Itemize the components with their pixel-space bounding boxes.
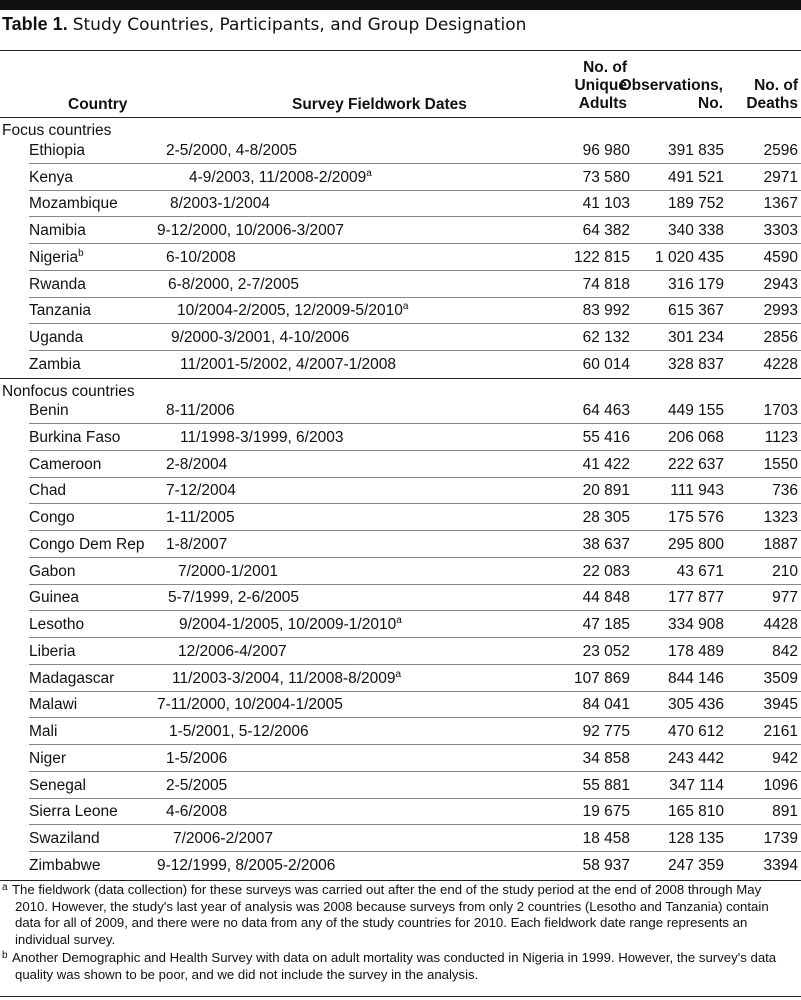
country-cell	[29, 169, 73, 187]
country-cell	[29, 222, 86, 240]
fieldwork-dates: 2-5/2005	[166, 776, 228, 794]
group-divider-rule	[0, 378, 801, 379]
table-row	[0, 826, 801, 852]
table-row	[0, 559, 801, 585]
unique-adults-cell: 122 815	[573, 248, 630, 266]
deaths-cell: 3394	[763, 856, 798, 874]
fieldwork-dates-cell	[170, 195, 270, 213]
fieldwork-dates-cell	[166, 249, 236, 267]
table-row	[0, 218, 801, 244]
footnote-b-text: Another Demographic and Health Survey with data on adult mortality was conducted in Nigeria in 1999. However, the survey's data quality was shown to be poor, and we did not include the survey in the analysis.	[12, 950, 777, 982]
fieldwork-dates-cell	[168, 589, 299, 607]
country-name: Burkina Faso	[29, 428, 121, 446]
table-row	[0, 719, 801, 745]
table-row	[0, 398, 801, 424]
group-label-focus: Focus countries	[2, 122, 112, 139]
footnote-a	[2, 882, 797, 948]
fieldwork-dates-cell	[168, 276, 299, 294]
fieldwork-dates: 4-9/2003, 11/2008-2/2009	[189, 168, 367, 186]
group-label-nonfocus: Nonfocus countries	[2, 383, 135, 400]
country-name: Senegal	[29, 776, 86, 794]
country-name: Ethiopia	[29, 142, 86, 159]
header-obs-line2: No.	[698, 95, 723, 112]
unique-adults-cell: 18 458	[582, 830, 630, 847]
unique-adults-cell: 55 416	[582, 428, 630, 446]
country-cell	[29, 616, 84, 634]
unique-adults-cell: 58 937	[582, 856, 630, 874]
fieldwork-dates-cell	[166, 777, 227, 795]
country-name: Malawi	[29, 696, 78, 714]
table-row	[0, 666, 801, 692]
table-row	[0, 165, 801, 191]
observations-cell: 334 908	[667, 616, 724, 633]
unique-adults-cell: 62 132	[582, 328, 630, 346]
table-row	[0, 799, 801, 825]
country-name: Congo	[29, 509, 75, 526]
deaths-cell: 2596	[763, 142, 798, 159]
fieldwork-dates: 4-6/2008	[166, 803, 228, 821]
fieldwork-dates-cell	[180, 429, 343, 447]
fieldwork-dates: 5-7/1999, 2-6/2005	[168, 589, 299, 607]
country-cell	[29, 482, 66, 500]
country-name: Gabon	[29, 562, 76, 580]
header-top-rule	[0, 50, 801, 51]
page-bottom-rule	[0, 996, 801, 997]
fieldwork-dates-cell	[166, 456, 227, 474]
table-row	[0, 639, 801, 665]
header-adults-line2: Unique	[574, 77, 627, 94]
deaths-cell: 2993	[763, 302, 798, 320]
fieldwork-dates: 6-10/2008	[166, 248, 236, 266]
unique-adults-cell: 74 818	[582, 275, 630, 293]
header-observations	[603, 77, 723, 113]
unique-adults-cell: 55 881	[582, 776, 630, 794]
observations-cell: 301 234	[667, 328, 724, 346]
fieldwork-dates-cell	[166, 750, 227, 768]
deaths-cell: 736	[772, 482, 798, 500]
observations-cell: 128 135	[667, 830, 724, 847]
observations-cell: 305 436	[667, 696, 724, 714]
unique-adults-cell: 23 052	[582, 642, 630, 660]
header-adults-line1: No. of	[583, 59, 627, 76]
country-cell	[29, 670, 114, 688]
country-name: Lesotho	[29, 616, 85, 633]
unique-adults-cell: 44 848	[582, 589, 630, 607]
fieldwork-dates: 10/2004-2/2005, 12/2009-5/2010	[177, 302, 403, 320]
table-row	[0, 746, 801, 772]
footnote-a-mark: a	[2, 882, 8, 893]
observations-cell: 222 637	[667, 455, 724, 473]
observations-cell: 165 810	[667, 803, 724, 821]
observations-cell: 243 442	[667, 749, 724, 767]
unique-adults-cell: 41 103	[582, 195, 630, 213]
table-row	[0, 612, 801, 638]
dates-footnote-mark: a	[366, 167, 372, 179]
deaths-cell: 2943	[763, 275, 798, 293]
country-cell	[29, 723, 57, 741]
country-cell	[29, 803, 118, 821]
fieldwork-dates-cell	[166, 509, 235, 527]
fieldwork-dates-cell	[171, 329, 349, 347]
fieldwork-dates: 1-5/2001, 5-12/2006	[169, 723, 309, 740]
fieldwork-dates-cell	[166, 402, 235, 420]
fieldwork-dates: 1-5/2006	[166, 749, 228, 767]
country-name: Mali	[29, 723, 58, 740]
deaths-cell: 3509	[763, 669, 798, 687]
header-deaths	[718, 77, 798, 113]
fieldwork-dates: 7-12/2004	[166, 482, 236, 500]
fieldwork-dates-cell	[157, 696, 343, 714]
header-bottom-rule	[0, 117, 801, 118]
footnote-b-mark: b	[2, 950, 8, 961]
country-cell	[29, 429, 120, 447]
deaths-cell: 977	[772, 589, 798, 607]
unique-adults-cell: 107 869	[573, 669, 630, 687]
unique-adults-cell: 47 185	[582, 616, 630, 633]
country-name: Zimbabwe	[29, 856, 101, 874]
country-name: Chad	[29, 482, 67, 500]
country-cell	[29, 329, 83, 347]
deaths-cell: 210	[772, 562, 798, 580]
observations-cell: 340 338	[667, 222, 724, 240]
deaths-cell: 4590	[763, 248, 798, 266]
deaths-cell: 942	[772, 749, 798, 767]
observations-cell: 43 671	[676, 562, 724, 580]
deaths-cell: 1887	[763, 535, 798, 553]
footnote-a-text: The fieldwork (data collection) for these surveys was carried out after the end of the study period at the end of 2008 through May 2010. However, the study's last year of analysis was 2008 because surveys from only 2 countries (Lesotho and Tanzania) contain data for all of 2009, and there were no data from any of the study countries for 2010. Each fieldwork date range represents an individual survey.	[12, 882, 769, 947]
table-row	[0, 325, 801, 351]
fieldwork-dates-cell	[178, 643, 287, 661]
country-name: Swaziland	[29, 830, 100, 847]
fieldwork-dates-cell	[157, 857, 335, 875]
deaths-cell: 1367	[763, 195, 798, 213]
country-name: Benin	[29, 402, 69, 419]
top-rule	[0, 0, 801, 10]
observations-cell: 175 576	[667, 509, 724, 526]
observations-cell: 206 068	[667, 428, 724, 446]
unique-adults-cell: 83 992	[582, 302, 630, 320]
fieldwork-dates: 12/2006-4/2007	[178, 642, 287, 660]
dates-footnote-mark: a	[396, 614, 402, 626]
unique-adults-cell: 73 580	[582, 168, 630, 186]
fieldwork-dates: 11/1998-3/1999, 6/2003	[180, 428, 344, 446]
deaths-cell: 1739	[763, 830, 798, 847]
unique-adults-cell: 34 858	[582, 749, 630, 767]
unique-adults-cell: 19 675	[582, 803, 630, 821]
deaths-cell: 1123	[764, 428, 798, 446]
country-cell	[29, 509, 75, 527]
header-adults-line3: Adults	[578, 95, 627, 112]
table-row	[0, 853, 801, 879]
fieldwork-dates-cell	[169, 723, 309, 741]
country-name: Liberia	[29, 642, 76, 660]
unique-adults-cell: 28 305	[582, 509, 630, 526]
country-name: Rwanda	[29, 275, 86, 293]
fieldwork-dates-cell	[166, 803, 227, 821]
country-cell	[29, 830, 100, 848]
deaths-cell: 4428	[763, 616, 798, 633]
deaths-cell: 2971	[763, 168, 798, 186]
deaths-cell: 3945	[763, 696, 798, 714]
country-name: Madagascar	[29, 669, 115, 687]
observations-cell: 189 752	[667, 195, 724, 213]
observations-cell: 449 155	[667, 402, 724, 419]
country-cell	[29, 777, 86, 795]
observations-cell: 328 837	[667, 355, 724, 373]
observations-cell: 491 521	[667, 168, 724, 186]
fieldwork-dates: 9-12/2000, 10/2006-3/2007	[157, 222, 345, 240]
observations-cell: 295 800	[667, 535, 724, 553]
deaths-cell: 1550	[763, 455, 798, 473]
country-cell	[29, 589, 79, 607]
observations-cell: 470 612	[667, 723, 724, 740]
country-name: Guinea	[29, 589, 79, 607]
fieldwork-dates: 7/2006-2/2007	[173, 830, 273, 847]
fieldwork-dates: 9-12/1999, 8/2005-2/2006	[157, 856, 336, 874]
country-name: Tanzania	[29, 302, 92, 320]
country-name: Mozambique	[29, 195, 118, 213]
dates-footnote-mark: a	[395, 668, 402, 680]
fieldwork-dates: 2-8/2004	[166, 455, 228, 473]
fieldwork-dates: 7-11/2000, 10/2004-1/2005	[157, 696, 343, 714]
fieldwork-dates: 6-8/2000, 2-7/2005	[168, 275, 299, 293]
fieldwork-dates: 9/2004-1/2005, 10/2009-1/2010	[179, 616, 397, 633]
country-cell	[29, 750, 66, 768]
deaths-cell: 2161	[763, 723, 798, 740]
fieldwork-dates-cell	[166, 536, 227, 554]
header-deaths-line1: No. of	[754, 77, 798, 94]
observations-cell: 178 489	[667, 642, 724, 660]
country-cell	[29, 456, 101, 474]
deaths-cell: 891	[772, 803, 798, 821]
table-row	[0, 585, 801, 611]
country-cell	[29, 142, 85, 160]
fieldwork-dates: 1-8/2007	[166, 535, 228, 553]
deaths-cell: 1703	[763, 402, 798, 419]
table-row	[0, 452, 801, 478]
observations-cell: 615 367	[667, 302, 724, 320]
observations-cell: 111 943	[670, 482, 724, 500]
unique-adults-cell: 22 083	[582, 562, 630, 580]
fieldwork-dates-cell	[173, 830, 273, 848]
table-row	[0, 298, 801, 324]
country-cell	[29, 276, 86, 294]
table-label: Table 1.	[2, 14, 68, 34]
country-cell	[29, 356, 81, 374]
header-dates: Survey Fieldwork Dates	[292, 96, 467, 113]
fieldwork-dates: 7/2000-1/2001	[178, 562, 278, 580]
observations-cell: 347 114	[669, 776, 724, 794]
country-name: Congo Dem Rep	[29, 535, 145, 553]
fieldwork-dates-cell	[180, 356, 396, 374]
table-bottom-rule	[0, 880, 801, 881]
table-row	[0, 532, 801, 558]
fieldwork-dates-cell	[166, 142, 297, 160]
country-name: Cameroon	[29, 455, 102, 473]
header-deaths-line2: Deaths	[746, 95, 798, 112]
deaths-cell: 842	[772, 642, 798, 660]
fieldwork-dates: 1-11/2005	[166, 509, 235, 526]
table-row	[0, 505, 801, 531]
unique-adults-cell: 64 382	[582, 222, 630, 240]
country-name: Kenya	[29, 168, 73, 186]
header-obs-line1: Observations,	[619, 77, 723, 94]
unique-adults-cell: 64 463	[582, 402, 630, 419]
fieldwork-dates: 8/2003-1/2004	[170, 195, 270, 213]
country-cell	[29, 195, 118, 213]
country-cell	[29, 563, 76, 581]
fieldwork-dates: 2-5/2000, 4-8/2005	[166, 142, 297, 159]
fieldwork-dates-cell	[166, 482, 236, 500]
table-row	[0, 138, 801, 164]
observations-cell: 1 020 435	[655, 248, 724, 266]
country-name: Sierra Leone	[29, 803, 118, 821]
deaths-cell: 1323	[763, 509, 798, 526]
table-row	[0, 191, 801, 217]
country-footnote-mark: b	[78, 247, 84, 259]
observations-cell: 391 835	[667, 142, 724, 159]
country-cell	[29, 249, 84, 267]
country-cell	[29, 402, 69, 420]
unique-adults-cell: 84 041	[582, 696, 630, 714]
fieldwork-dates: 9/2000-3/2001, 4-10/2006	[171, 328, 350, 346]
fieldwork-dates-cell	[172, 670, 401, 688]
fieldwork-dates-cell	[189, 169, 372, 187]
unique-adults-cell: 92 775	[582, 723, 630, 740]
deaths-cell: 3303	[763, 222, 798, 240]
country-name: Namibia	[29, 222, 86, 240]
header-country: Country	[68, 96, 128, 113]
country-cell	[29, 536, 144, 554]
country-name: Niger	[29, 749, 67, 767]
table-row	[0, 245, 801, 271]
table-title	[2, 14, 526, 35]
observations-cell: 844 146	[667, 669, 724, 687]
country-cell	[29, 696, 77, 714]
deaths-cell: 1096	[763, 776, 798, 794]
unique-adults-cell: 96 980	[582, 142, 630, 159]
table-row	[0, 478, 801, 504]
fieldwork-dates: 11/2003-3/2004, 11/2008-8/2009	[172, 669, 396, 687]
unique-adults-cell: 20 891	[582, 482, 630, 500]
table-row	[0, 692, 801, 718]
observations-cell: 247 359	[667, 856, 724, 874]
dates-footnote-mark: a	[402, 301, 409, 313]
country-cell	[29, 857, 101, 875]
fieldwork-dates-cell	[157, 222, 344, 240]
observations-cell: 177 877	[667, 589, 724, 607]
footnote-b	[2, 950, 797, 983]
fieldwork-dates: 8-11/2006	[166, 402, 235, 419]
table-row	[0, 425, 801, 451]
deaths-cell: 4228	[763, 355, 798, 373]
fieldwork-dates-cell	[178, 563, 278, 581]
country-cell	[29, 643, 76, 661]
table-caption: Study Countries, Participants, and Group Designation	[72, 15, 527, 35]
fieldwork-dates-cell	[177, 302, 408, 320]
fieldwork-dates-cell	[179, 616, 402, 634]
observations-cell: 316 179	[667, 275, 724, 293]
country-name: Uganda	[29, 328, 84, 346]
deaths-cell: 2856	[763, 328, 798, 346]
table-row	[0, 352, 801, 378]
unique-adults-cell: 38 637	[582, 535, 630, 553]
fieldwork-dates: 11/2001-5/2002, 4/2007-1/2008	[180, 355, 397, 373]
country-cell	[29, 302, 91, 320]
country-name: Zambia	[29, 355, 81, 373]
table-row	[0, 773, 801, 799]
table-row	[0, 272, 801, 298]
unique-adults-cell: 41 422	[582, 455, 630, 473]
unique-adults-cell: 60 014	[582, 355, 630, 373]
country-name: Nigeria	[29, 248, 79, 266]
